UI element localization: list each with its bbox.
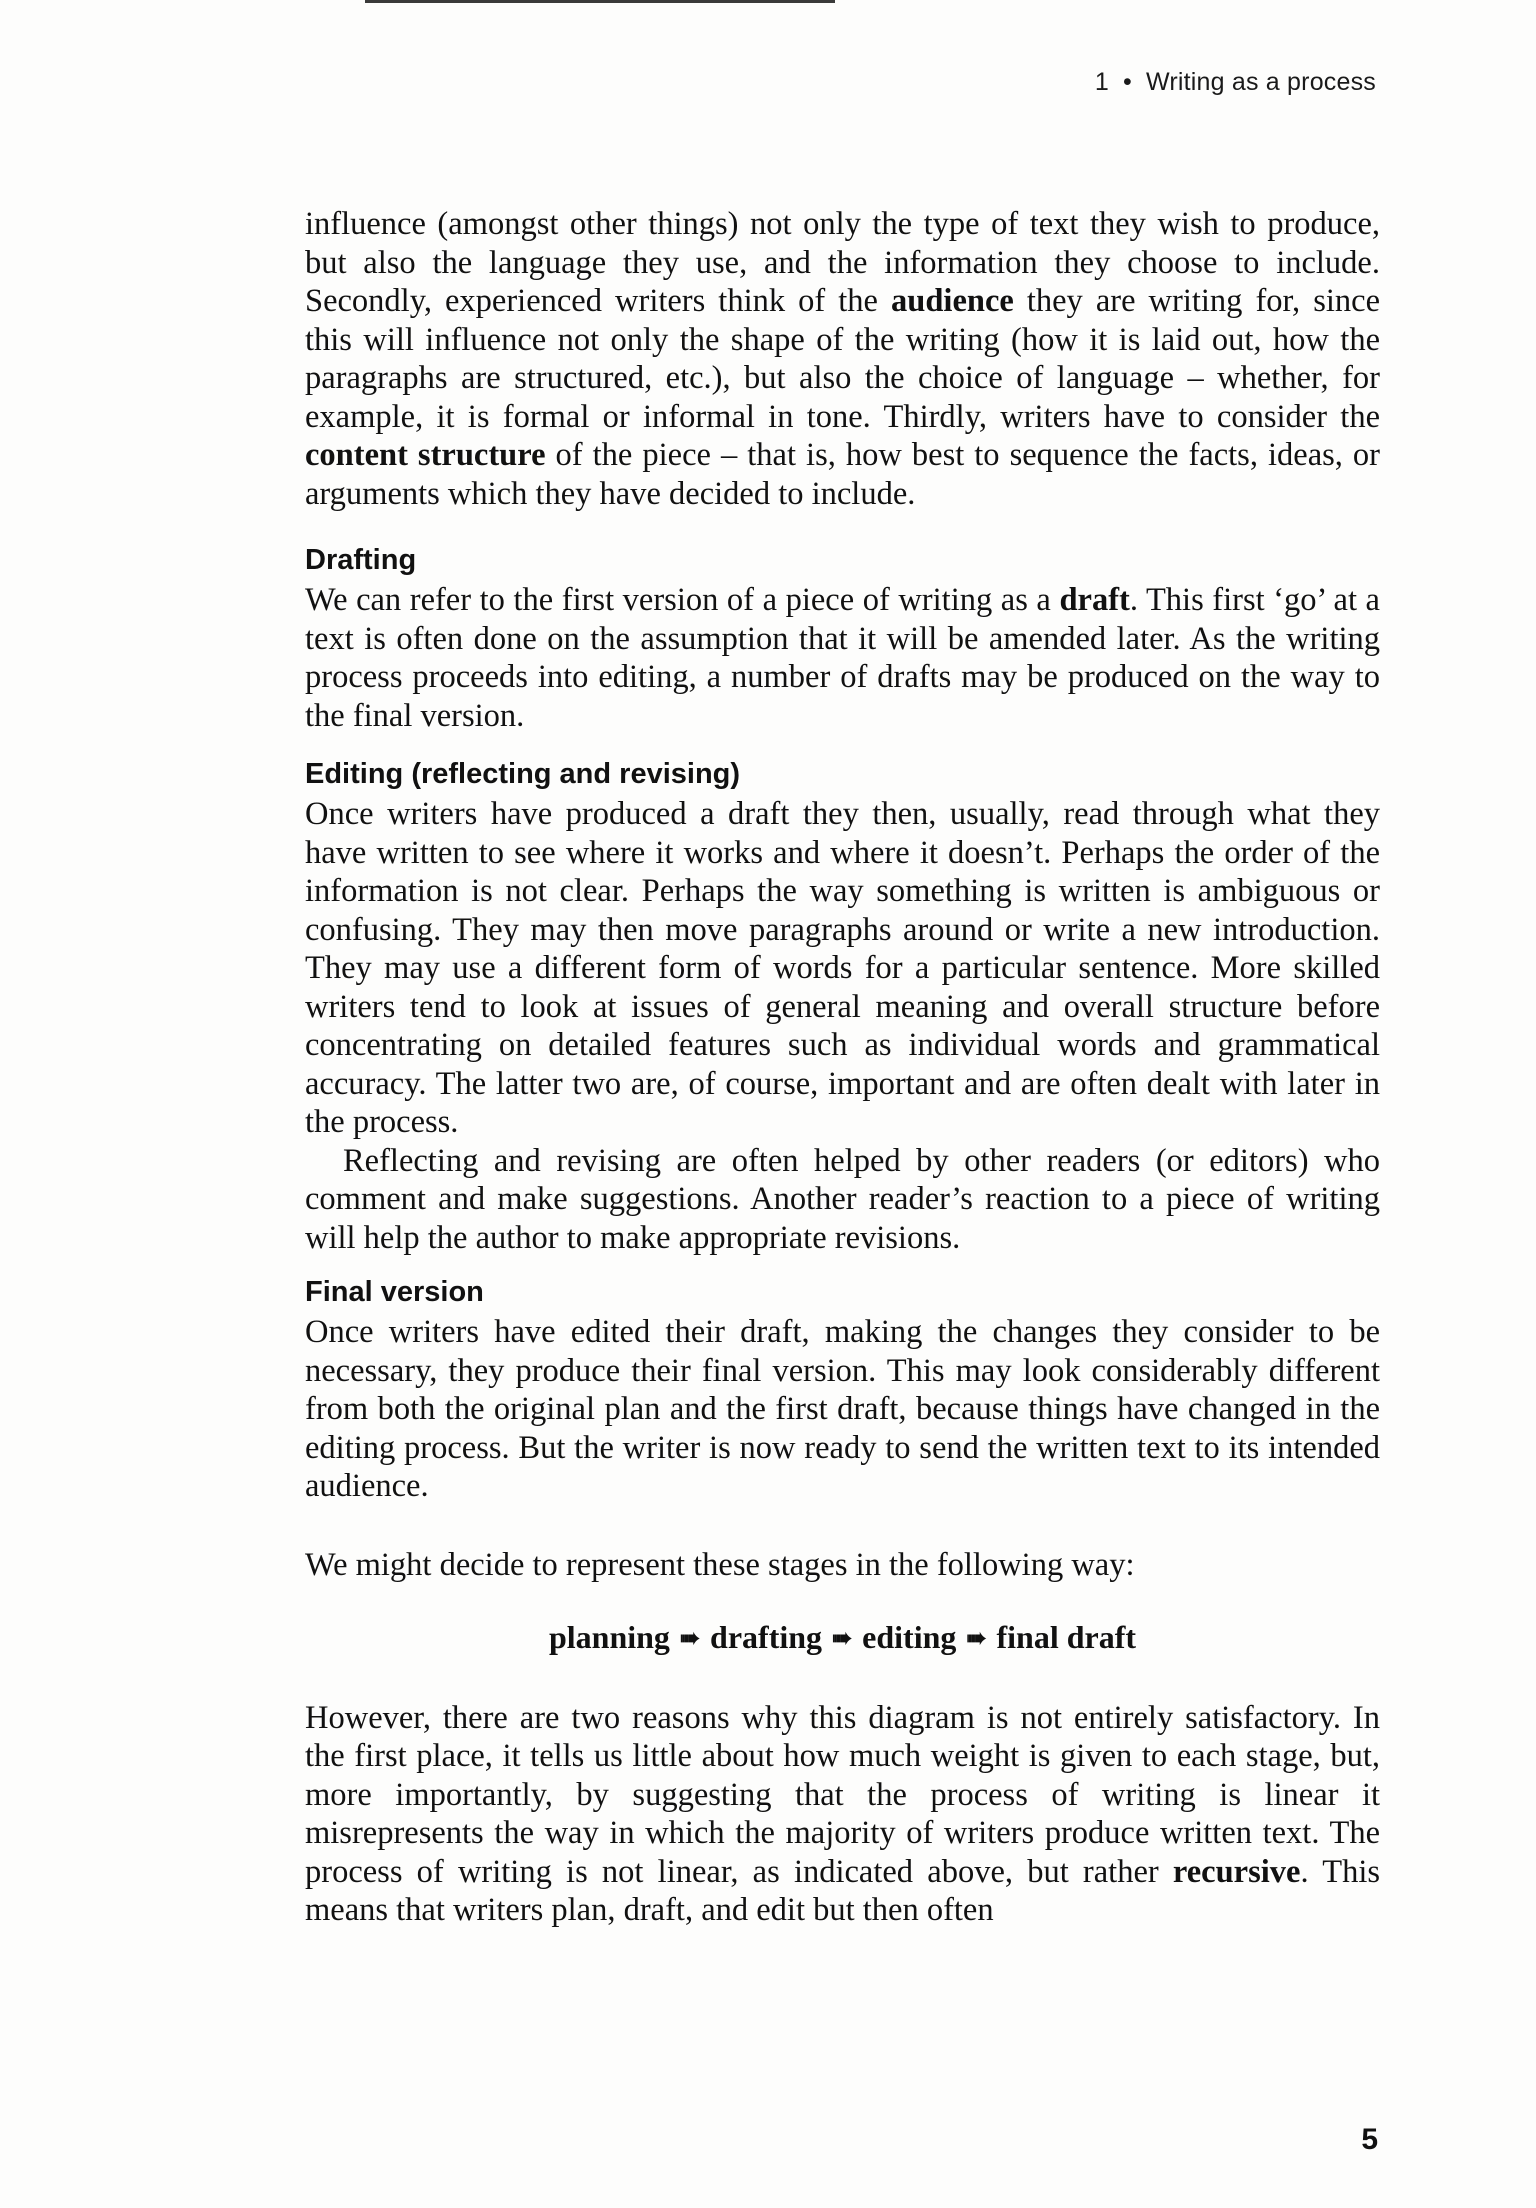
heading-editing: Editing (reflecting and revising) (305, 758, 741, 790)
page-body (305, 205, 1380, 1930)
top-rule (365, 0, 835, 3)
term-recursive: recursive (1172, 1853, 1301, 1890)
intro-paragraph: influence (amongst other things) not only the type of text they wish to produce, but also the language they use, and the information they choose to include. Secondly, experienced writers think of the audience they are writing for, since this will influence not only the shape of the writing (how it is laid out, how the paragraphs are structured, etc.), but also the choice of language – whether, for example, it is formal or informal in tone. Thirdly, writers have to consider the content structure of the piece – that is, how best to sequence the facts, ideas, or arguments which they have decided to include. (305, 206, 1380, 512)
editing-paragraph-1: Once writers have produced a draft they then, usually, read through what they have written to see where it works and where it doesn’t. Perhaps the order of the information is not clear. Perhaps the way something is written is ambiguous or confusing. They may then move paragraphs around or write a new introduction. They may use a different form of words for a particular sentence. More skilled writers tend to look at issues of general meaning and overall structure before concentrating on detailed features such as individual words and grammatical accuracy. The latter two are, of course, important and are often dealt with later in the process. (305, 796, 1380, 1140)
stages-intro: We might decide to represent these stages in the following way: (305, 1546, 1135, 1583)
stage-drafting: drafting (710, 1619, 823, 1655)
stages-flow (305, 1618, 1380, 1659)
stage-planning: planning (548, 1619, 670, 1655)
closing-paragraph: However, there are two reasons why this diagram is not entirely satisfactory. In the first place, it tells us little about how much weight is given to each stage, but, more importantly, by suggesting that the process of writing is linear it misrepresents the way in which the majority of writers produce written text. The process of writing is not linear, as indicated above, but rather recursive. This means that writers plan, draft, and edit but then often (305, 1699, 1380, 1928)
running-head (1095, 68, 1376, 97)
arrow-icon: ➠ (679, 1626, 701, 1652)
stage-final-draft: final draft (996, 1619, 1137, 1655)
page-number: 5 (1361, 2123, 1378, 2156)
editing-paragraph-2: Reflecting and revising are often helped by other readers (or editors) who comment and make suggestions. Another reader’s reaction to a piece of writing will help the author to make appropriate revisions. (305, 1142, 1380, 1256)
heading-drafting: Drafting (305, 544, 417, 576)
bullet-separator: • (1123, 68, 1132, 96)
heading-final-version: Final version (305, 1276, 484, 1308)
term-content-structure: content structure (305, 437, 546, 473)
chapter-title: Writing as a process (1145, 68, 1376, 96)
term-audience: audience (891, 283, 1014, 319)
chapter-number: 1 (1094, 68, 1110, 96)
stage-editing: editing (862, 1619, 957, 1655)
final-version-paragraph: Once writers have edited their draft, making the changes they consider to be necessary, they produce their final version. This may look considerably different from both the original plan and the first draft, because things have changed in the editing process. But the writer is now ready to send the written text to its intended audience. (305, 1314, 1380, 1504)
drafting-paragraph: We can refer to the first version of a piece of writing as a draft. This first ‘go’ at a text is often done on the assumption that it will be amended later. As the writing process proceeds into editing, a number of drafts may be produced on the way to the final version. (305, 582, 1380, 734)
arrow-icon: ➠ (832, 1626, 853, 1652)
arrow-icon: ➠ (966, 1626, 987, 1652)
term-draft: draft (1059, 582, 1130, 618)
